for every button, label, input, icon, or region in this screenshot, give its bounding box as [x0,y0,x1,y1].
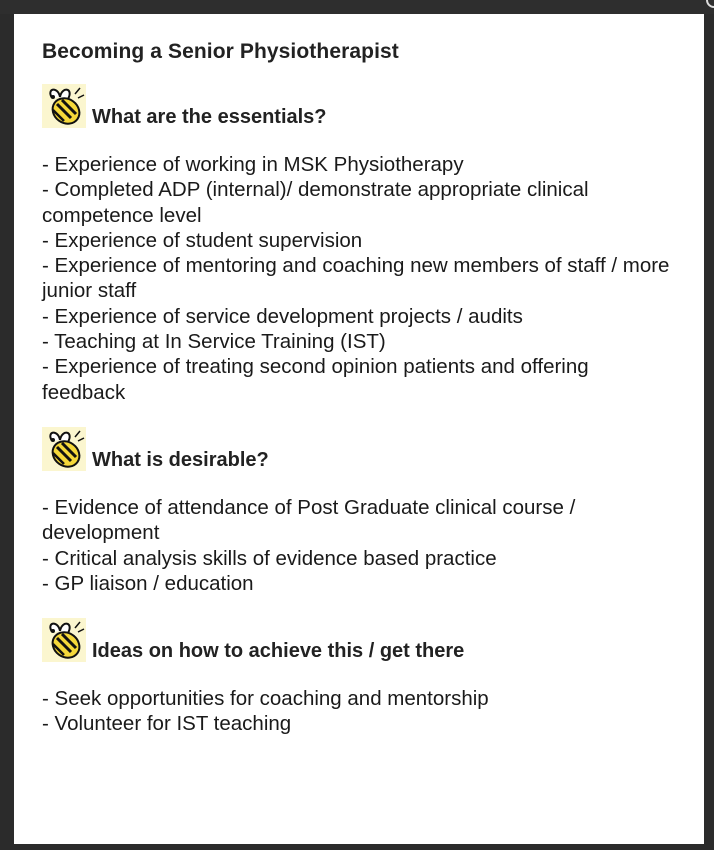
section-desirable [42,427,676,596]
bee-icon [42,84,86,128]
list-item: - Evidence of attendance of Post Graduate clinical course / development [42,495,576,545]
list-item: - Critical analysis skills of evidence based practice [42,546,497,570]
list-item: - Volunteer for IST teaching [42,712,292,736]
section-heading: Ideas on how to achieve this / get there [92,640,465,663]
section-ideas [42,618,676,737]
list-item: - Experience of student supervision [42,228,363,252]
list-item: - GP liaison / education [42,571,254,595]
list-item: - Experience of service development projects / audits [42,304,523,328]
section-heading: What is desirable? [92,448,269,471]
ideas-list [42,686,676,737]
list-item: - Experience of mentoring and coaching new members of staff / more junior staff [42,254,670,303]
list-item: - Experience of working in MSK Physiotherapy [42,153,464,176]
document-panel [14,14,704,844]
window-frame [0,0,714,14]
desirable-list [42,495,676,596]
list-item: - Teaching at In Service Training (IST) [42,330,386,354]
section-header [42,427,676,471]
section-header [42,618,676,662]
bee-icon [42,618,86,662]
document-title: Becoming a Senior Physiotherapist [42,40,399,63]
list-item: - Seek opportunities for coaching and mentorship [42,687,489,711]
essentials-list [42,152,676,405]
list-item: - Experience of treating second opinion patients and offering feedback [42,355,589,404]
section-heading: What are the essentials? [92,106,327,128]
bee-icon [42,427,86,471]
section-header [42,84,676,128]
section-essentials [42,84,676,405]
list-item: - Completed ADP (internal)/ demonstrate appropriate clinical competence level [42,178,589,227]
